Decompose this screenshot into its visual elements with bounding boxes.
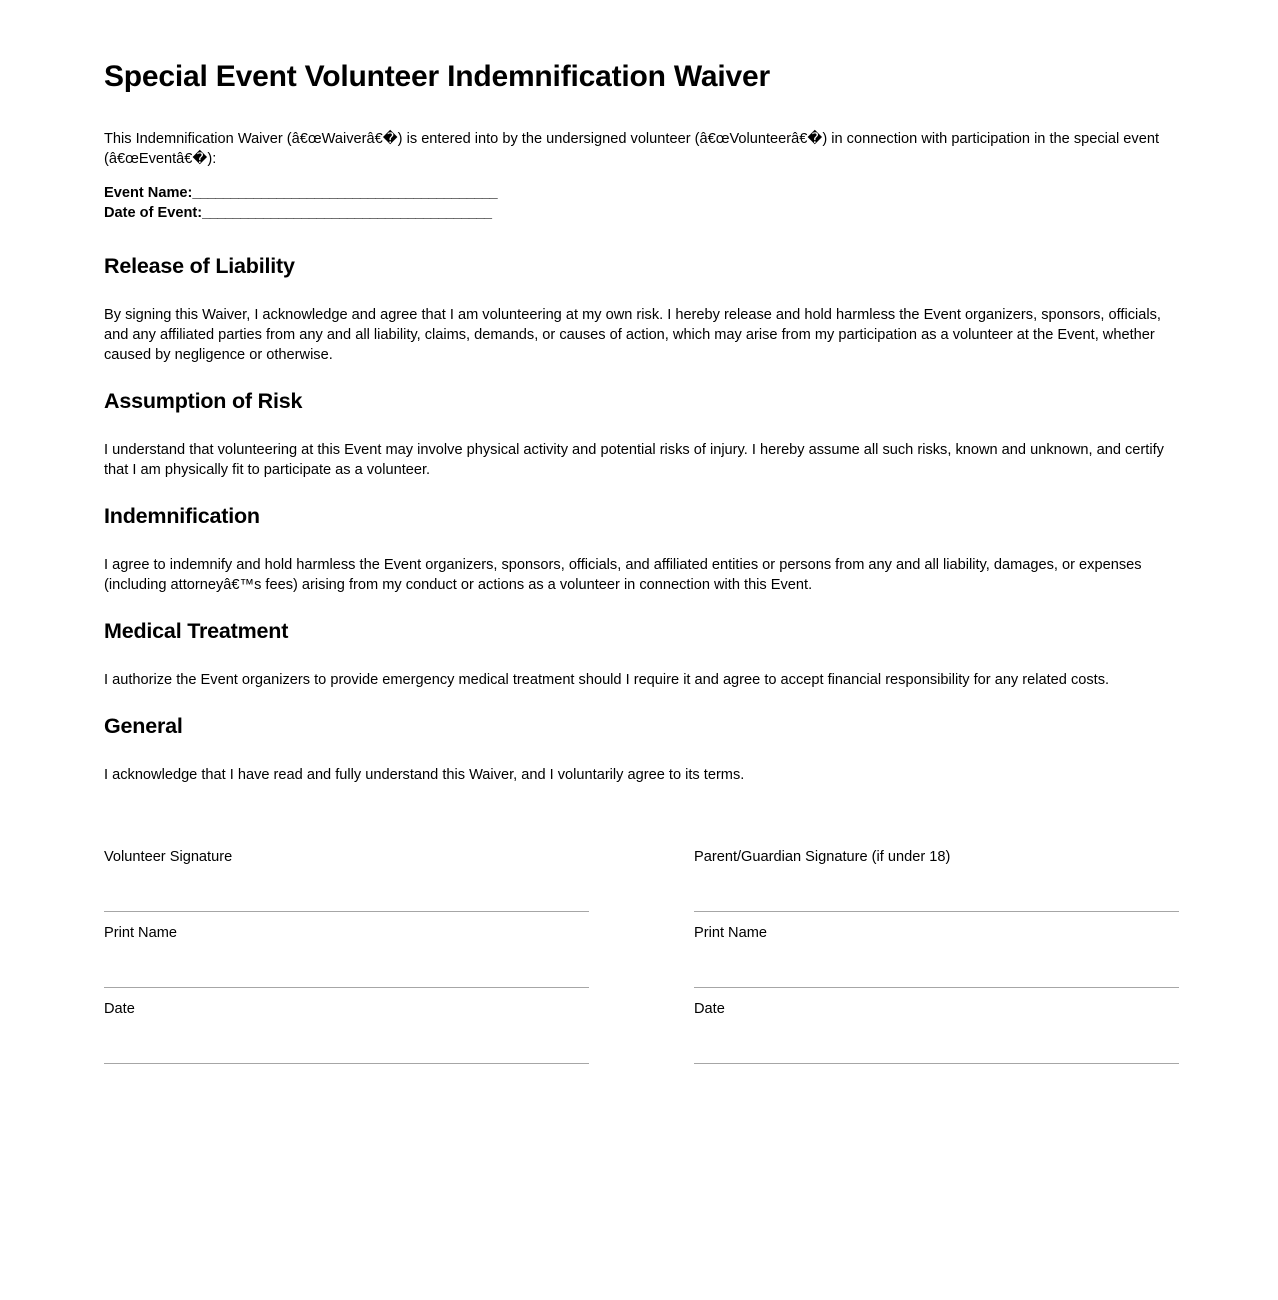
date-of-event-label: Date of Event:	[104, 205, 203, 222]
date-of-event-fill-line[interactable]: ______________________________________	[202, 205, 492, 222]
section-release-of-liability	[104, 254, 1174, 365]
date-of-event-field	[104, 203, 1174, 224]
volunteer-date-line[interactable]	[104, 1063, 589, 1064]
volunteer-signature-line[interactable]	[104, 911, 589, 912]
section-heading: Release of Liability	[104, 254, 295, 279]
parent-signature-line[interactable]	[694, 911, 1179, 912]
section-body: I authorize the Event organizers to provide emergency medical treatment should I require it and agree to accept financial responsibility for any related costs.	[104, 671, 1110, 688]
section-general	[104, 714, 1174, 785]
parent-date-field	[694, 999, 1179, 1064]
section-heading: Medical Treatment	[104, 619, 289, 644]
volunteer-print-name-line[interactable]	[104, 987, 589, 988]
parent-print-name-label: Print Name	[694, 925, 767, 942]
volunteer-print-name-field	[104, 923, 589, 988]
section-indemnification	[104, 504, 1174, 595]
signature-block	[104, 847, 1174, 1075]
section-heading: Indemnification	[104, 504, 260, 529]
event-name-fill-line[interactable]: ________________________________________	[192, 184, 498, 201]
section-heading: General	[104, 714, 183, 739]
parent-date-label: Date	[694, 1001, 725, 1018]
parent-print-name-line[interactable]	[694, 987, 1179, 988]
event-name-label: Event Name:	[104, 184, 193, 201]
section-body: By signing this Waiver, I acknowledge and agree that I am volunteering at my own risk. I hereby release and hold harmless the Event organizers, sponsors, officials, and any affiliated parties from any and all liability, claims, demands, or causes of action, which may arise from my participation as a volunteer at the Event, whether caused by negligence or otherwise.	[104, 306, 1161, 364]
page-title: Special Event Volunteer Indemnification Waiver	[104, 60, 770, 93]
intro-paragraph: This Indemnification Waiver (â€œWaiverâ€�) is entered into by the undersigned volunteer (â€œVolunteerâ€�) in connection with participation in the special event (â€œEventâ€�):	[104, 130, 1160, 167]
parent-print-name-field	[694, 923, 1179, 988]
volunteer-date-label: Date	[104, 1001, 135, 1018]
volunteer-signature-label: Volunteer Signature	[104, 848, 233, 865]
section-body: I acknowledge that I have read and fully understand this Waiver, and I voluntarily agree to its terms.	[104, 766, 745, 783]
event-name-field	[104, 183, 1174, 204]
parent-signature-label: Parent/Guardian Signature (if under 18)	[694, 848, 951, 865]
section-medical-treatment	[104, 619, 1174, 690]
section-body: I agree to indemnify and hold harmless the Event organizers, sponsors, officials, and affiliated entities or persons from any and all liability, damages, or expenses (including attorneyâ€™s fees) arising from my conduct or actions as a volunteer in connection with this Event.	[104, 556, 1142, 594]
signature-column-parent-guardian	[694, 847, 1179, 1075]
event-details-fields	[104, 183, 1174, 224]
volunteer-date-field	[104, 999, 589, 1064]
parent-signature-field	[694, 847, 1179, 912]
section-heading: Assumption of Risk	[104, 389, 303, 414]
volunteer-print-name-label: Print Name	[104, 925, 177, 942]
volunteer-signature-field	[104, 847, 589, 912]
section-body: I understand that volunteering at this Event may involve physical activity and potential risks of injury. I hereby assume all such risks, known and unknown, and certify that I am physically fit to participate as a volunteer.	[104, 442, 1164, 479]
signature-column-volunteer	[104, 847, 589, 1075]
section-assumption-of-risk	[104, 389, 1174, 480]
parent-date-line[interactable]	[694, 1063, 1179, 1064]
